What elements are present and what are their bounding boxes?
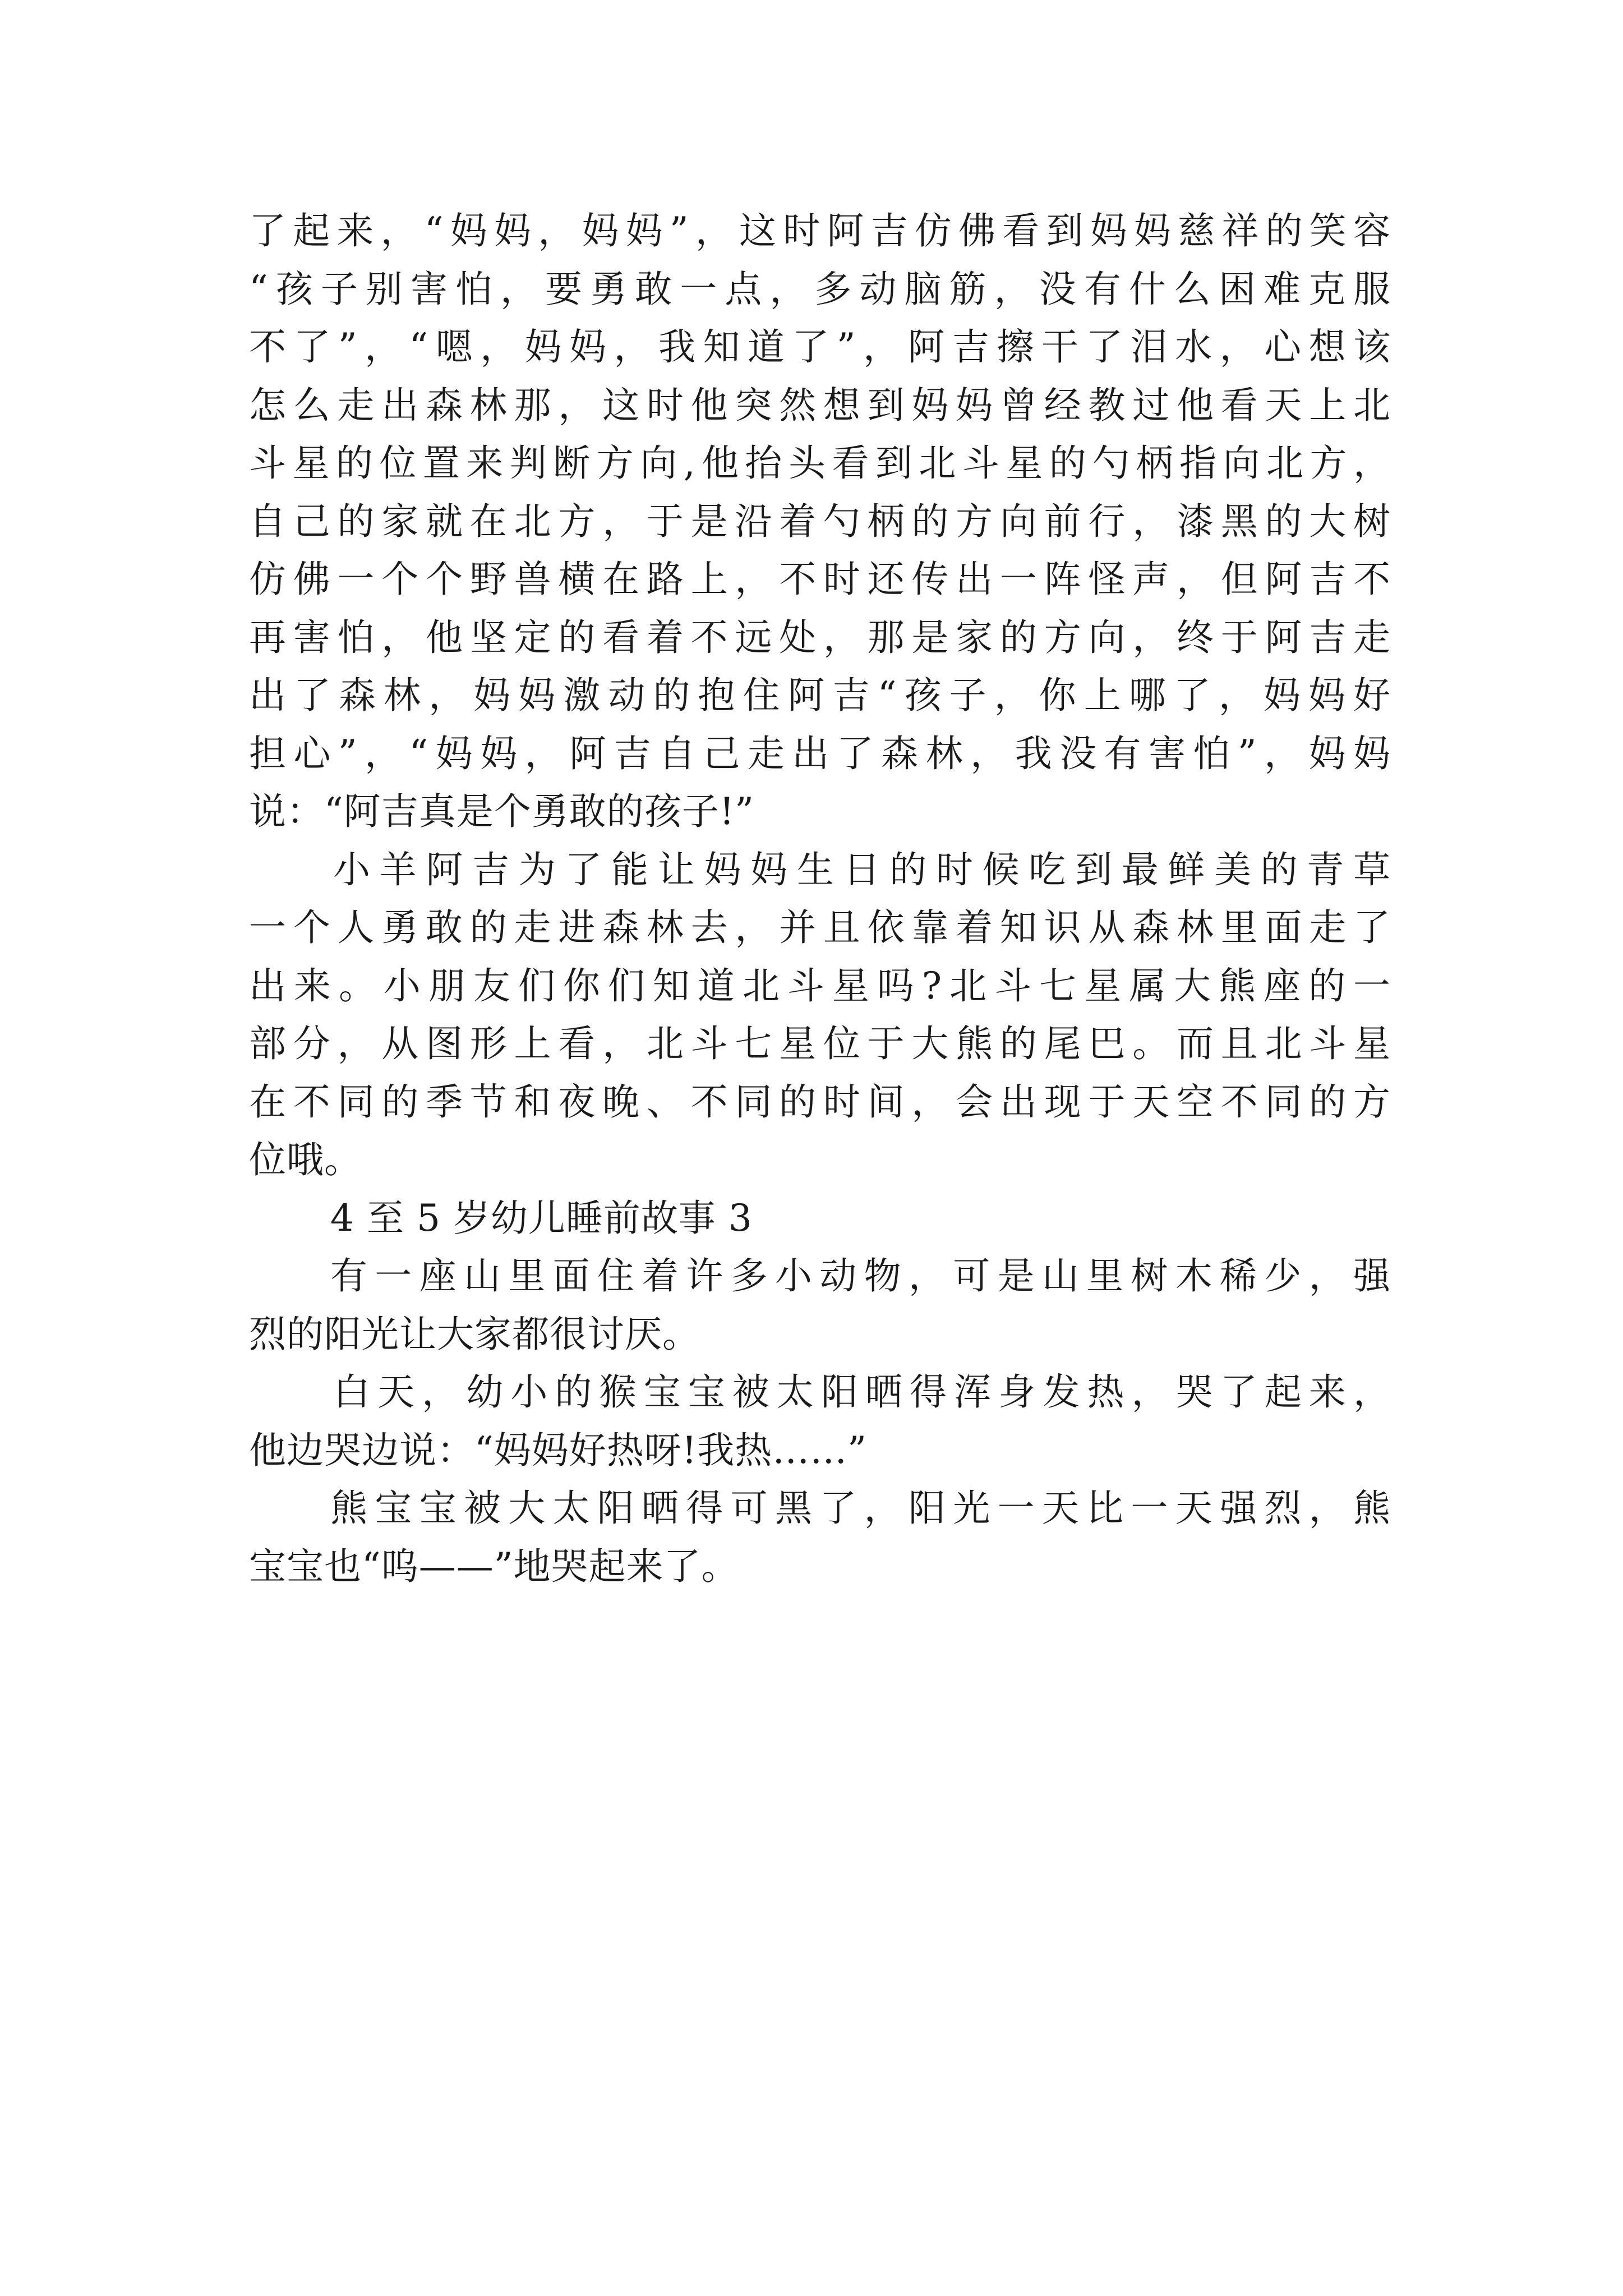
paragraph-line: “孩子别害怕，要勇敢一点，多动脑筋，没有什么困难克服 [249,267,1391,311]
paragraph-line: 熊宝宝被大太阳晒得可黑了，阳光一天比一天强烈，熊 [330,1487,1391,1530]
paragraph-line: 再害怕，他坚定的看着不远处，那是家的方向，终于阿吉走 [249,615,1391,659]
paragraph-line: 有一座山里面住着许多小动物，可是山里树木稀少，强 [330,1254,1391,1297]
paragraph-line: 一个人勇敢的走进森林去，并且依靠着知识从森林里面走了 [249,906,1391,949]
paragraph-line: 白天，幼小的猴宝宝被太阳晒得浑身发热，哭了起来， [333,1370,1391,1414]
paragraph-line: 出了森林，妈妈激动的抱住阿吉“孩子，你上哪了，妈妈好 [249,674,1391,717]
paragraph-line: 烈的阳光让大家都很讨厌。 [249,1312,700,1356]
paragraph-line: 斗星的位置来判断方向,他抬头看到北斗星的勺柄指向北方， [249,441,1391,485]
paragraph-line: 自己的家就在北方，于是沿着勺柄的方向前行，漆黑的大树 [249,499,1391,543]
paragraph-line: 出来。小朋友们你们知道北斗星吗?北斗七星属大熊座的一 [249,964,1391,1007]
paragraph-line: 了起来，“妈妈，妈妈”，这时阿吉仿佛看到妈妈慈祥的笑容 [249,209,1391,252]
document-body [249,202,1391,1595]
paragraph-line: 小羊阿吉为了能让妈妈生日的时候吃到最鲜美的青草 [333,848,1391,891]
paragraph-line: 宝宝也“呜——”地哭起来了。 [249,1544,739,1588]
paragraph-line: 怎么走出森林那，这时他突然想到妈妈曾经教过他看天上北 [249,383,1391,427]
paragraph-line: 位哦。 [249,1138,362,1181]
paragraph-line: 说：“阿吉真是个勇敢的孩子!” [249,790,755,833]
paragraph-line: 不了”，“嗯，妈妈，我知道了”，阿吉擦干了泪水，心想该 [249,325,1391,369]
paragraph-line: 部分，从图形上看，北斗七星位于大熊的尾巴。而且北斗星 [249,1022,1391,1065]
paragraph-line: 担心”，“妈妈，阿吉自己走出了森林，我没有害怕”，妈妈 [249,731,1391,775]
paragraph-line: 他边哭边说：“妈妈好热呀!我热……” [249,1428,868,1472]
section-heading: 4 至 5 岁幼儿睡前故事 3 [330,1196,753,1240]
paragraph-line: 仿佛一个个野兽横在路上，不时还传出一阵怪声，但阿吉不 [249,558,1391,601]
paragraph-line: 在不同的季节和夜晚、不同的时间，会出现于天空不同的方 [249,1080,1391,1124]
